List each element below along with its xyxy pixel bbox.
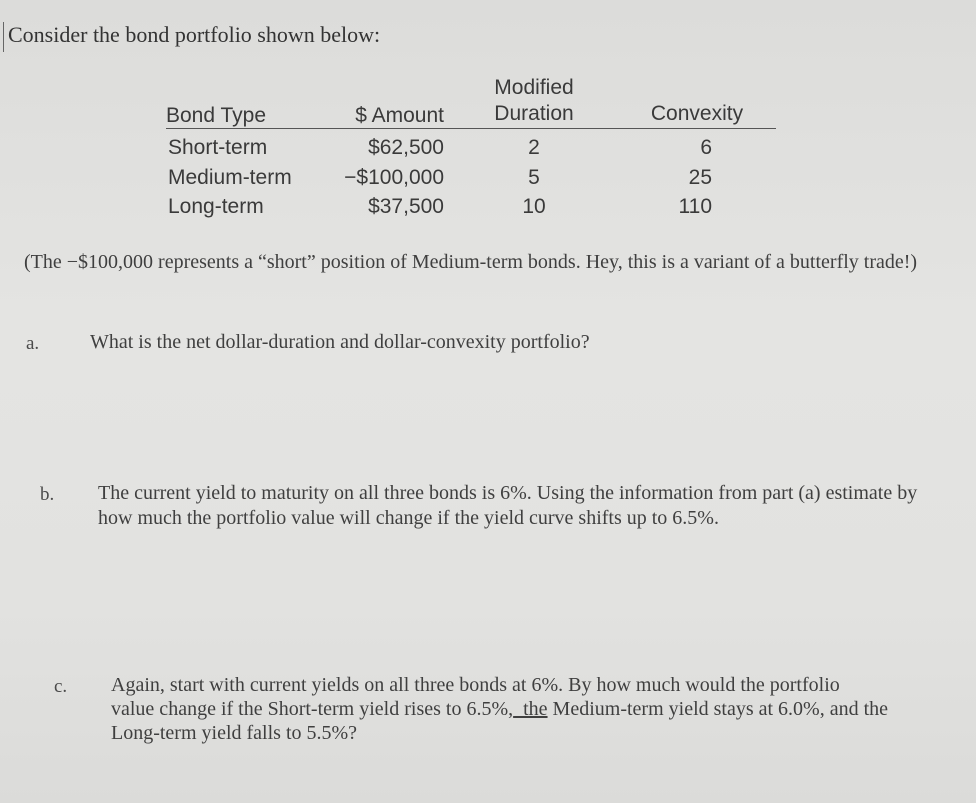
row-3-convexity: 110 (678, 195, 712, 218)
question-c-line2-underlined: the (513, 698, 548, 720)
bond-table (166, 76, 776, 224)
header-amount: $ Amount (355, 104, 444, 127)
header-duration-line1: Modified (494, 76, 574, 99)
question-c-letter: c. (54, 676, 68, 697)
question-c-line2 (111, 697, 961, 722)
question-c-line2-end: Medium-term yield stays at 6.0%, and the (547, 698, 889, 720)
row-2-bond-type: Medium-term (168, 166, 292, 189)
row-2-amount: −$100,000 (344, 166, 444, 189)
row-2-convexity: 25 (688, 166, 712, 189)
row-1-amount: $62,500 (368, 136, 444, 159)
row-1-duration: 2 (528, 136, 540, 159)
header-convexity: Convexity (650, 102, 744, 125)
question-a-text: What is the net dollar-duration and dollar-convexity portfolio? (90, 331, 590, 353)
question-b-line2: how much the portfolio value will change if the yield curve shifts up to 6.5%. (98, 507, 719, 529)
question-b-letter: b. (40, 484, 55, 505)
butterfly-note: (The −$100,000 represents a “short” position of Medium-term bonds. Hey, this is a variant of a butterfly trade!) (24, 251, 918, 273)
row-3-bond-type: Long-term (168, 195, 264, 218)
header-underline (166, 128, 776, 129)
question-a-letter: a. (26, 333, 40, 354)
row-2-duration: 5 (528, 166, 540, 189)
question-c-line2-start: value change if the Short-term yield rises to 6.5%, (111, 698, 514, 720)
question-c-line1: Again, start with current yields on all three bonds at 6%. By how much would the portfolio (111, 674, 840, 696)
row-1-bond-type: Short-term (168, 136, 268, 159)
header-duration-line2: Duration (494, 102, 574, 125)
question-b-line1: The current yield to maturity on all three bonds is 6%. Using the information from part (a) estimate by (98, 482, 918, 504)
intro-text: Consider the bond portfolio shown below: (8, 22, 381, 47)
question-c-line3: Long-term yield falls to 5.5%? (111, 722, 358, 744)
row-3-duration: 10 (522, 195, 546, 218)
row-3-amount: $37,500 (368, 195, 444, 218)
header-bond-type: Bond Type (166, 104, 267, 127)
row-1-convexity: 6 (700, 136, 712, 159)
